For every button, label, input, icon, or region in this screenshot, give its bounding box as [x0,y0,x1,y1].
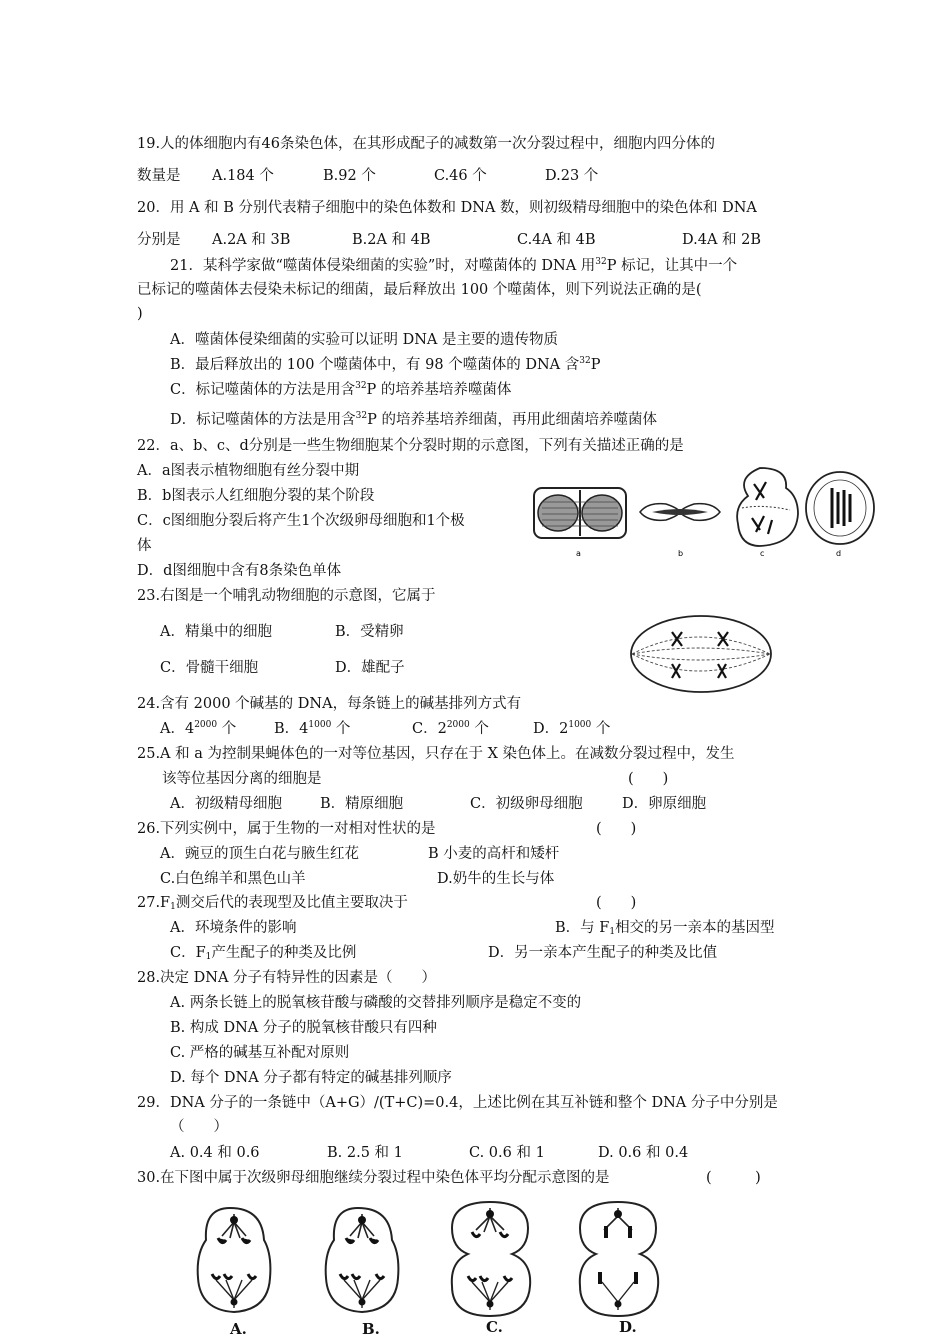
q22-option-d: D．d图细胞中含有8条染色单体 [137,563,342,579]
q22-option-c-line2: 体 [137,538,152,554]
q29-line1: 29．DNA 分子的一条链中（A+G）/(T+C)=0.4，上述比例在其互补链和整个 DNA 分子中分别是 [137,1095,778,1111]
q28-option-a: A. 两条长链上的脱氧核苷酸与磷酸的交替排列顺序是稳定不变的 [170,995,582,1011]
q21-option-d: D．标记噬菌体的方法是用含$^{32}$P 的培养基培养细菌，再用此细菌培养噬菌体 [170,411,657,428]
q20-stem-line1: 20．用 A 和 B 分别代表精子细胞中的染色体数和 DNA 数，则初级精母细胞中的染色体和 DNA [137,200,757,216]
q22-figure-a-plant-cell [534,488,626,538]
q19-option-c: C.46 个 [434,168,487,184]
q27-answer-paren: ( ) [596,895,637,911]
q19-stem-line1: 19.人的体细胞内有46条染色体，在其形成配子的减数第一次分裂过程中，细胞内四分体的 [137,136,716,152]
q30-figure-c [452,1202,530,1316]
q22-cell-division-figure [528,462,880,558]
q25-option-a: A．初级精母细胞 [170,796,282,812]
q22-figure-label-a: a [576,549,581,558]
q27-option-c: C．$F_1$产生配子的种类及比例 [170,945,357,962]
q30-oocyte-division-figures [190,1200,670,1340]
q26-stem: 26.下列实例中，属于生物的一对相对性状的是 [137,821,436,837]
q25-line2: 该等位基因分离的细胞是 [162,771,322,787]
q27-stem: $27.F_1$测交后代的表现型及比值主要取决于 [137,895,408,912]
q19-option-d: D.23 个 [545,168,599,184]
q27-option-d: D．另一亲本产生配子的种类及比值 [488,945,718,961]
q20-option-a: A.2A 和 3B [212,232,291,248]
q25-option-d: D．卵原细胞 [622,796,707,812]
q24-stem: 24.含有 2000 个碱基的 DNA，每条链上的碱基排列方式有 [137,696,522,712]
q26-option-d: D.奶牛的生长与体 [437,871,555,887]
q30-figure-a [198,1208,271,1312]
q24-option-a: A．$4^{2000}$ 个 [160,720,237,737]
q22-stem: 22．a、b、c、d分别是一些生物细胞某个分裂时期的示意图，下列有关描述正确的是 [137,438,684,454]
q28-option-b: B. 构成 DNA 分子的脱氧核苷酸只有四种 [170,1020,437,1036]
q19-stem-line2: 数量是 [137,168,181,184]
q28-option-c: C. 严格的碱基互补配对原则 [170,1045,350,1061]
q21-line2: 已标记的噬菌体去侵染未标记的细菌，最后释放出 100 个噬菌体，则下列说法正确的是( [137,282,702,298]
q27-option-a: A．环境条件的影响 [170,920,297,936]
q25-answer-paren: ( ) [628,771,669,787]
q23-option-a: A．精巢中的细胞 [160,624,272,640]
q23-option-b: B．受精卵 [335,624,404,640]
q23-stem: 23.右图是一个哺乳动物细胞的示意图，它属于 [137,588,436,604]
q20-option-d: D.4A 和 2B [682,232,762,248]
q30-figure-d [580,1202,658,1316]
q25-option-c: C．初级卵母细胞 [470,796,583,812]
q20-option-c: C.4A 和 4B [517,232,596,248]
q29-line2: （ ） [170,1119,228,1135]
q30-figure-label-a: A. [230,1320,247,1338]
q21-line3: ) [137,306,143,322]
q30-figure-b [326,1208,399,1312]
q28-option-d: D. 每个 DNA 分子都有特定的碱基排列顺序 [170,1070,452,1086]
q20-option-b: B.2A 和 4B [352,232,431,248]
q23-option-d: D．雄配子 [335,660,405,676]
q28-stem: 28.决定 DNA 分子有特异性的因素是（ ） [137,970,437,986]
q24-option-d: D．$2^{1000}$ 个 [533,720,611,737]
q20-stem-line2: 分别是 [137,232,181,248]
q30-answer-paren: ( ) [706,1170,761,1186]
q25-option-b: B．精原细胞 [320,796,404,812]
q29-option-a: A. 0.4 和 0.6 [170,1145,260,1161]
q30-figure-label-c: C. [486,1318,503,1336]
q22-figure-label-c: c [760,549,765,558]
q22-figure-label-d: d [836,549,842,558]
q22-figure-d-meiosis-cell [806,472,874,544]
q29-option-d: D. 0.6 和 0.4 [598,1145,689,1161]
q22-option-c-line1: C．c图细胞分裂后将产生1个次级卵母细胞和1个极 [137,513,465,529]
q23-option-c: C．骨髓干细胞 [160,660,259,676]
q19-option-b: B.92 个 [323,168,376,184]
q22-figure-b-dividing-cell [640,504,720,521]
q24-option-c: C．$2^{2000}$ 个 [412,720,489,737]
q21-option-a: A．噬菌体侵染细菌的实验可以证明 DNA 是主要的遗传物质 [170,332,558,348]
q21-line1: 21．某科学家做“噬菌体侵染细菌的实验”时，对噬菌体的 DNA 用$^{32}$P 标记，让其中一个 [170,257,738,274]
q30-figure-label-b: B. [362,1320,380,1338]
q19-option-a: A.184 个 [212,168,274,184]
q27-option-b: B．与 $F_1$相交的另一亲本的基因型 [555,920,775,937]
q21-option-c: C．标记噬菌体的方法是用含$^{32}$P 的培养基培养噬菌体 [170,381,512,398]
q30-stem: 30.在下图中属于次级卵母细胞继续分裂过程中染色体平均分配示意图的是 [137,1170,610,1186]
q26-option-b: B 小麦的高杆和矮杆 [428,846,560,862]
q22-figure-label-b: b [678,549,684,558]
q24-option-b: B．$4^{1000}$ 个 [274,720,351,737]
q29-option-c: C. 0.6 和 1 [469,1145,545,1161]
q26-option-c: C.白色绵羊和黑色山羊 [160,871,306,887]
q22-option-a: A．a图表示植物细胞有丝分裂中期 [137,463,360,479]
q29-option-b: B. 2.5 和 1 [327,1145,403,1161]
q30-figure-label-d: D. [619,1318,637,1336]
q22-figure-c-oocyte-division [737,468,798,546]
q25-line1: 25.A 和 a 为控制果蝇体色的一对等位基因，只存在于 X 染色体上。在减数分裂过程中，发生 [137,746,735,762]
q26-option-a: A．豌豆的顶生白花与腋生红花 [160,846,359,862]
q26-answer-paren: ( ) [596,821,637,837]
q21-option-b: B．最后释放出的 100 个噬菌体中，有 98 个噬菌体的 DNA 含$^{32}$P [170,356,601,373]
q22-option-b: B．b图表示人红细胞分裂的某个阶段 [137,488,375,504]
q23-mammal-cell-figure [628,612,774,696]
